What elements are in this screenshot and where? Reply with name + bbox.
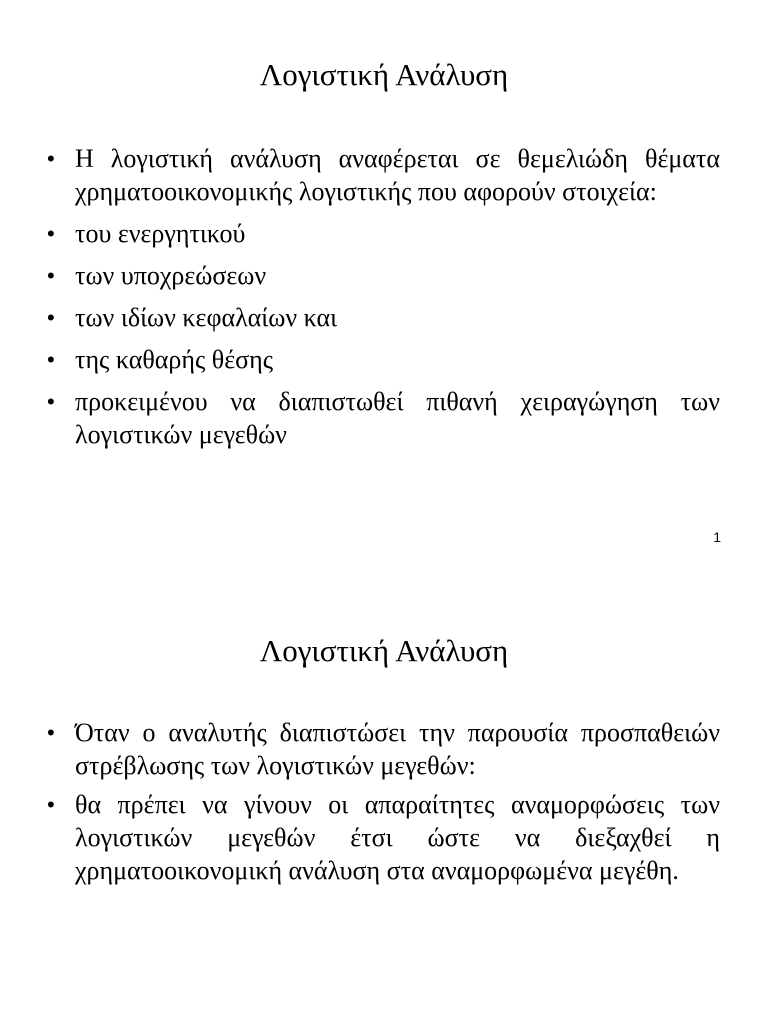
slide-title: Λογιστική Ανάλυση xyxy=(259,633,509,668)
slide-2 xyxy=(0,600,768,1024)
slide-title: Λογιστική Ανάλυση xyxy=(259,57,509,92)
bullet-item xyxy=(47,217,720,250)
bullet-item xyxy=(47,385,720,451)
bullet-item xyxy=(47,716,720,782)
bullet-item xyxy=(47,788,720,887)
page-number: 1 xyxy=(713,529,721,545)
bullet-text: του ενεργητικού xyxy=(75,219,246,248)
bullet-marker: • xyxy=(47,389,55,414)
bullet-text: προκειμένου να διαπιστωθεί πιθανή χειραγώγηση των λογιστικών μεγεθών xyxy=(75,387,720,449)
bullet-marker: • xyxy=(47,221,55,246)
bullet-item xyxy=(47,142,720,208)
bullet-marker: • xyxy=(47,792,55,817)
bullet-text: Η λογιστική ανάλυση αναφέρεται σε θεμελιώδη θέματα χρηματοοικονομικής λογιστικής που αφορούν στοιχεία: xyxy=(75,144,720,206)
bullet-item xyxy=(47,301,720,334)
bullet-text: Όταν ο αναλυτής διαπιστώσει την παρουσία προσπαθειών στρέβλωσης των λογιστικών μεγεθών: xyxy=(75,718,720,780)
bullet-marker: • xyxy=(47,305,55,330)
bullet-marker: • xyxy=(47,720,55,745)
bullet-item xyxy=(47,343,720,376)
bullet-marker: • xyxy=(47,347,55,372)
bullet-text: της καθαρής θέσης xyxy=(75,345,274,374)
bullet-text: θα πρέπει να γίνουν οι απαραίτητες αναμορφώσεις των λογιστικών μεγεθών έτσι ώστε να διεξαχθεί η χρηματοοικονομική ανάλυση στα αναμορφωμένα μεγέθη. xyxy=(75,790,720,885)
bullet-item xyxy=(47,259,720,292)
bullet-text: των υποχρεώσεων xyxy=(75,261,267,290)
bullet-marker: • xyxy=(47,263,55,288)
bullet-list xyxy=(47,716,720,893)
bullet-marker: • xyxy=(47,146,55,171)
bullet-list xyxy=(47,142,720,460)
bullet-text: των ιδίων κεφαλαίων και xyxy=(75,303,338,332)
